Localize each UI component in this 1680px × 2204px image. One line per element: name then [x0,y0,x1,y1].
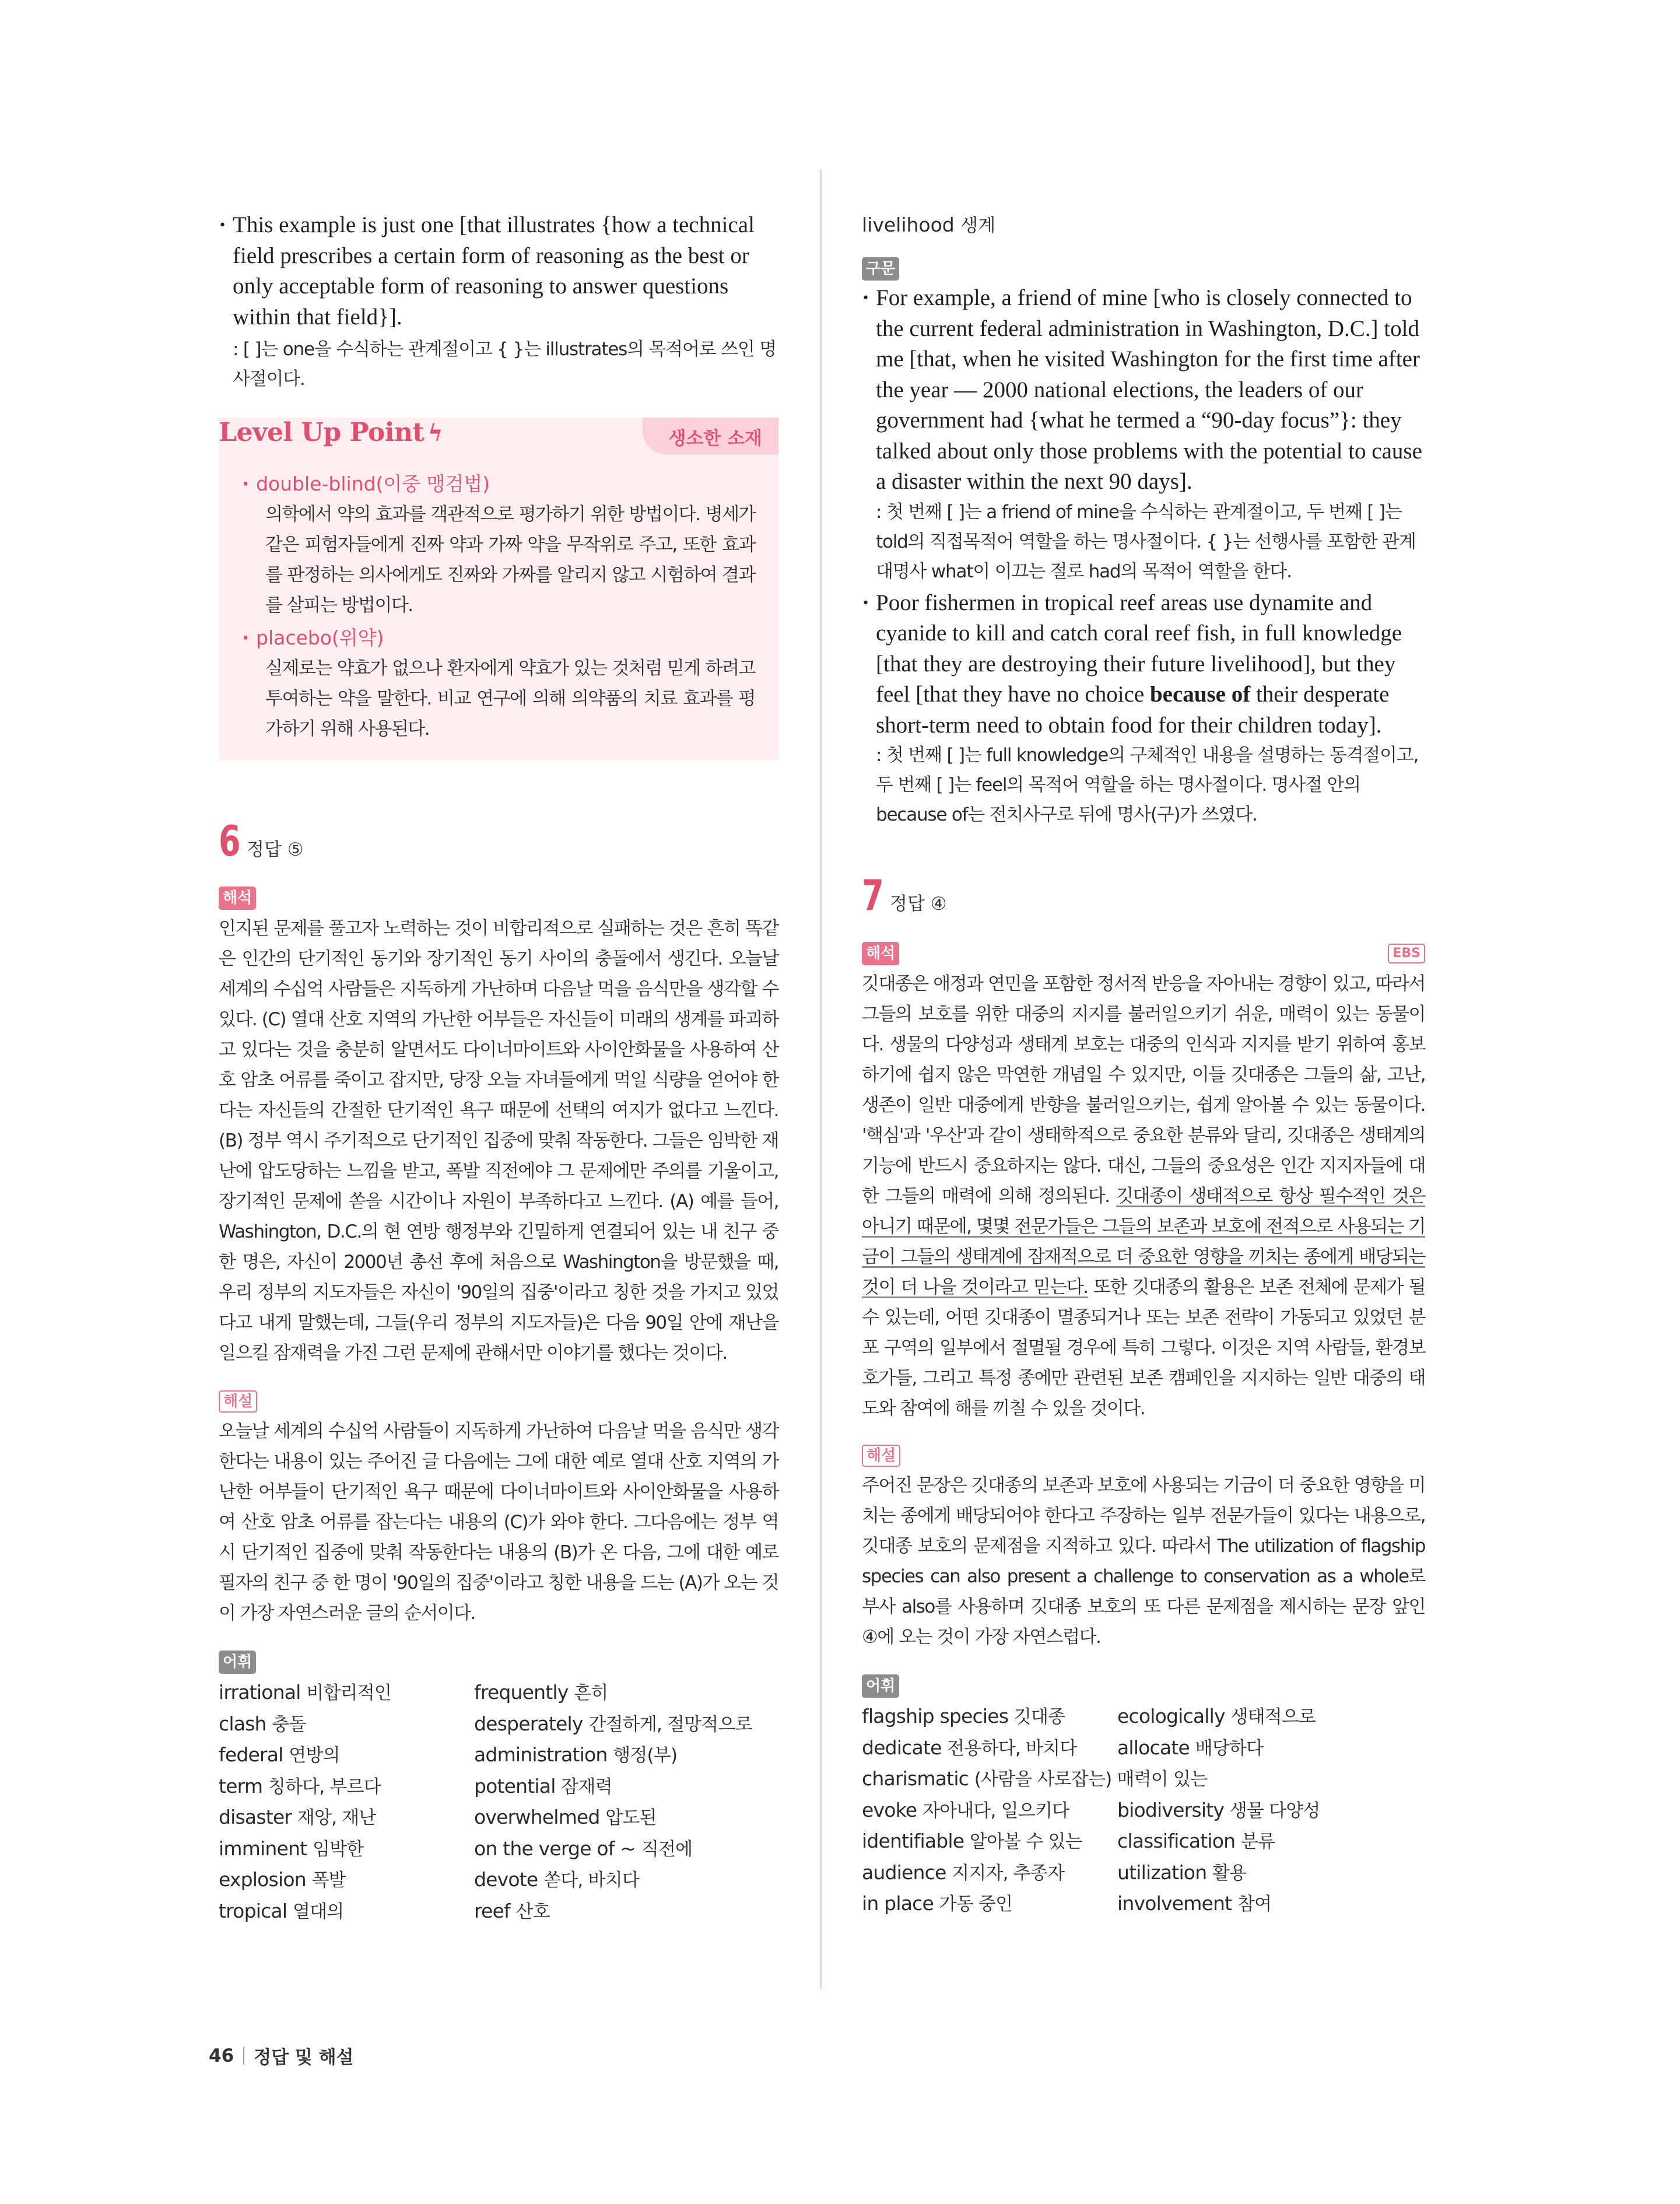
left-column [219,210,778,1927]
vocab-item: imminent 임박한 [219,1837,364,1860]
vocab-item: identifiable 알아볼 수 있는 [862,1830,1082,1852]
level-up-desc: 실제로는 약효가 없으나 환자에게 약효가 있는 것처럼 믿게 하려고 투여하는 약을 말한다. 비교 연구에 의해 의약품의 치료 효과를 평가하기 위해 사용된다. [265,658,755,740]
footer-divider [243,2047,244,2065]
explanation-tag: 해설 [219,1390,257,1413]
question-7-header [862,872,1425,919]
syntax-note: : 첫 번째 [ ]는 a friend of mine을 수식하는 관계절이고, 두 번째 [ ]는 told의 직접목적어 역할을 하는 명사절이다. { }는 선행사를 포함한 관계대명사 what이 이끄는 절로 had의 목적어 역할을 한다. [876,501,1416,582]
vocab-tag: 어휘 [862,1674,899,1698]
underlined-sentence: 깃대종이 생태적으로 항상 필수적인 것은 아니기 때문에, 몇몇 전문가들은 그들의 보존과 보호에 전적으로 사용되는 기금이 그들의 생태계에 잠재적으로 더 중요한 영향을 끼치는 종에게 배당되는 것이 더 나을 것이라고 믿는다. [862,1186,1425,1298]
vocab-item: allocate 배당하다 [1117,1736,1264,1759]
level-up-desc: 의학에서 약의 효과를 객관적으로 평가하기 위한 방법이다. 병세가 같은 피험자들에게 진짜 약과 가짜 약을 무작위로 주고, 또한 효과를 판정하는 의사에게도 진짜와 가짜를 알리지 않고 시험하여 결과를 살피는 방법이다. [265,504,755,616]
vocab-item: classification 분류 [1117,1830,1275,1852]
level-up-badge: 생소한 소재 [643,418,778,454]
level-up-term: · placebo(위약) [242,623,755,653]
vocab-item: reef 산호 [474,1899,550,1922]
vocab-item: charismatic (사람을 사로잡는) 매력이 있는 [862,1767,1208,1790]
vocab-item: federal 연방의 [219,1743,340,1766]
syntax-sentence: · Poor fishermen in tropical reef areas use dynamite and cyanide to kill and catch coral reef fish, in full knowledge [that they are destroying their future livelihood], but they feel [that they have no choice because of their desperate short-term need to obtain food for their children today]. [862,588,1425,741]
vocab-item: devote 쏟다, 바치다 [474,1868,639,1891]
explanation-text: 오늘날 세계의 수십억 사람들이 지독하게 가난하여 다음날 먹을 음식만 생각한다는 내용이 있는 주어진 글 다음에는 그에 대한 예로 열대 산호 지역의 가난한 어부들이 단기적인 욕구 때문에 다이너마이트와 사이안화물을 사용하여 산호 암초 어류를 잡는다는 내용의 (C)가 와야 한다. 그다음에는 정부 역시 단기적인 집중에 맞춰 작동한다는 내용의 (B)가 온 다음, 그에 대한 예로 필자의 친구 중 한 명이 '90일의 집중'이라고 칭한 내용을 드는 (A)가 오는 것이 가장 자연스러운 글의 순서이다. [219,1421,778,1624]
level-up-title: Level Up Point ϟ [219,418,443,447]
right-column [862,210,1425,1920]
translation-tag: 해석 [862,942,899,965]
vocab-item: dedicate 전용하다, 바치다 [862,1736,1077,1759]
explanation-tag: 해설 [862,1445,900,1467]
vocab-item: livelihood 생계 [862,213,996,236]
syntax-sentence: · This example is just one [that illustrates {how a technical field prescribes a certain form of reasoning as the best or only acceptable form of reasoning to answer questions within that field}]. [219,210,778,332]
explanation-text: 주어진 문장은 깃대종의 보존과 보호에 사용되는 기금이 더 중요한 영향을 미치는 종에게 배당되어야 한다고 주장하는 일부 전문가들이 있다는 내용으로, 깃대종 보호의 문제점을 지적하고 있다. 따라서 The utilization of flagship species can also present a challenge to conservation as a whole로 부사 also를 사용하며 깃대종 보호의 또 다른 문제점을 제시하는 문장 앞인 ④에 오는 것이 가장 자연스럽다. [862,1475,1425,1648]
lightning-icon: ϟ [427,419,443,447]
vocab-item: administration 행정(부) [474,1743,678,1766]
vocab-item: audience 지지자, 추종자 [862,1860,1065,1884]
page-number: 46 [209,2045,234,2066]
answer-label: 정답 ⑤ [247,839,304,860]
syntax-sentence: · For example, a friend of mine [who is closely connected to the current federal administration in Washington, D.C.] told me [that, when he visited Washington for the first time after the year — 2000 national elections, the leaders of our government had {what he termed a “90-day focus”}: they talked about only those problems with the potential to cause a disaster within the next 90 days]. [862,283,1425,497]
syntax-note: : [ ]는 one을 수식하는 관계절이고 { }는 illustrates의 목적어로 쓰인 명사절이다. [233,339,776,390]
translation-text: 인지된 문제를 풀고자 노력하는 것이 비합리적으로 실패하는 것은 흔히 똑같은 인간의 단기적인 동기와 장기적인 동기 사이의 충돌에서 생긴다. 오늘날 세계의 수십억 사람들은 지독하게 가난하며 다음날 먹을 음식만을 생각할 수 있다. (C) 열대 산호 지역의 가난한 어부들은 자신들이 미래의 생계를 파괴하고 있다는 것을 충분히 알면서도 다이너마이트와 사이안화물을 사용하여 산호 암초 어류를 죽이고 잡지만, 당장 오늘 자녀들에게 먹일 식량을 얻어야 한다는 자신들의 간절한 단기적인 욕구 때문에 선택의 여지가 없다고 느낀다. (B) 정부 역시 주기적으로 단기적인 집중에 맞춰 작동한다. 그들은 임박한 재난에 압도당하는 느낌을 받고, 폭발 직전에야 그 문제에만 주의를 기울이고, 장기적인 문제에 쏟을 시간이나 자원이 부족하다고 느낀다. (A) 예를 들어, Washington, D.C.의 현 연방 행정부와 긴밀하게 연결되어 있는 내 친구 중 한 명은, 자신이 2000년 총선 후에 처음으로 Washington을 방문했을 때, 우리 정부의 지도자들은 자신이 '90일의 집중'이라고 칭한 것을 가지고 있었다고 내게 말했는데, 그들(우리 정부의 지도자들)은 다음 90일 안에 재난을 일으킬 잠재력을 가진 그런 문제에 관해서만 이야기를 했다는 것이다. [219,918,778,1364]
vocab-item: tropical 열대의 [219,1899,344,1922]
section-title: 정답 및 해설 [254,2047,354,2068]
vocab-item: disaster 재앙, 재난 [219,1806,376,1828]
vocab-item: potential 잠재력 [474,1774,612,1797]
vocab-item: utilization 활용 [1117,1860,1247,1884]
vocab-item: ecologically 생태적으로 [1117,1705,1316,1728]
vocab-item: overwhelmed 압도된 [474,1806,657,1828]
vocab-item: explosion 폭발 [219,1868,346,1891]
page-footer [209,2042,353,2069]
vocab-item: irrational 비합리적인 [219,1681,391,1704]
answer-label: 정답 ④ [890,893,947,914]
vocab-item: on the verge of ~ 직전에 [474,1837,693,1860]
vocab-item: desperately 간절하게, 절망적으로 [474,1712,752,1735]
vocab-item: clash 충돌 [219,1712,306,1735]
vocab-item: involvement 참여 [1117,1892,1272,1915]
ebs-badge: EBS [1388,944,1425,963]
column-divider [820,169,822,1989]
question-number: 6 [219,817,241,866]
vocab-tag: 어휘 [219,1651,256,1674]
level-up-term: · double-blind(이중 맹검법) [242,469,755,499]
question-number: 7 [862,871,884,920]
vocab-item: evoke 자아내다, 일으키다 [862,1798,1069,1821]
syntax-tag: 구문 [862,257,899,281]
vocab-item: frequently 흔히 [474,1681,608,1704]
vocab-item: biodiversity 생물 다양성 [1117,1798,1320,1821]
vocab-item: in place 가동 중인 [862,1892,1013,1915]
question-6-header [219,818,778,864]
vocab-list [862,1701,1425,1920]
vocab-list [219,1677,778,1927]
vocab-item: term 칭하다, 부르다 [219,1774,381,1797]
translation-text: 깃대종은 애정과 연민을 포함한 정서적 반응을 자아내는 경향이 있고, 따라서 그들의 보호를 위한 대중의 지지를 불러일으키기 쉬운, 매력이 있는 동물이다. 생물의 다양성과 생태계 보호는 대중의 인식과 지지를 받기 위하여 홍보하기에 쉽지 않은 막연한 개념일 수 있지만, 이들 깃대종은 그들의 삶, 고난, 생존이 일반 대중에게 반향을 불러일으키는, 쉽게 알아볼 수 있는 동물이다. '핵심'과 '우산'과 같이 생태학적으로 중요한 분류와 달리, 깃대종은 생태계의 기능에 반드시 중요하지는 않다. 대신, 그들의 중요성은 인간 지지자들에 대한 그들의 매력에 의해 정의된다. 깃대종이 생태적으로 항상 필수적인 것은 아니기 때문에, 몇몇 전문가들은 그들의 보존과 보호에 전적으로 사용되는 기금이 그들의 생태계에 잠재적으로 더 중요한 영향을 끼치는 종에게 배당되는 것이 더 나을 것이라고 믿는다. 또한 깃대종의 활용은 보존 전체에 문제가 될 수 있는데, 어떤 깃대종이 멸종되거나 또는 보존 전략이 가동되고 있었던 분포 구역의 일부에서 절멸될 경우에 특히 그렇다. 이것은 지역 사람들, 환경보호가들, 그리고 특정 종에만 관련된 보존 캠페인을 지지하는 일반 대중의 태도와 참여에 해를 끼칠 수 있을 것이다. [862,973,1425,1419]
translation-tag: 해석 [219,886,256,910]
level-up-point-box [219,418,778,761]
vocab-item: flagship species 깃대종 [862,1705,1065,1728]
syntax-note: : 첫 번째 [ ]는 full knowledge의 구체적인 내용을 설명하는 동격절이고, 두 번째 [ ]는 feel의 목적어 역할을 하는 명사절이다. 명사절 안의 because of는 전치사구로 뒤에 명사(구)가 쓰였다. [876,745,1419,825]
